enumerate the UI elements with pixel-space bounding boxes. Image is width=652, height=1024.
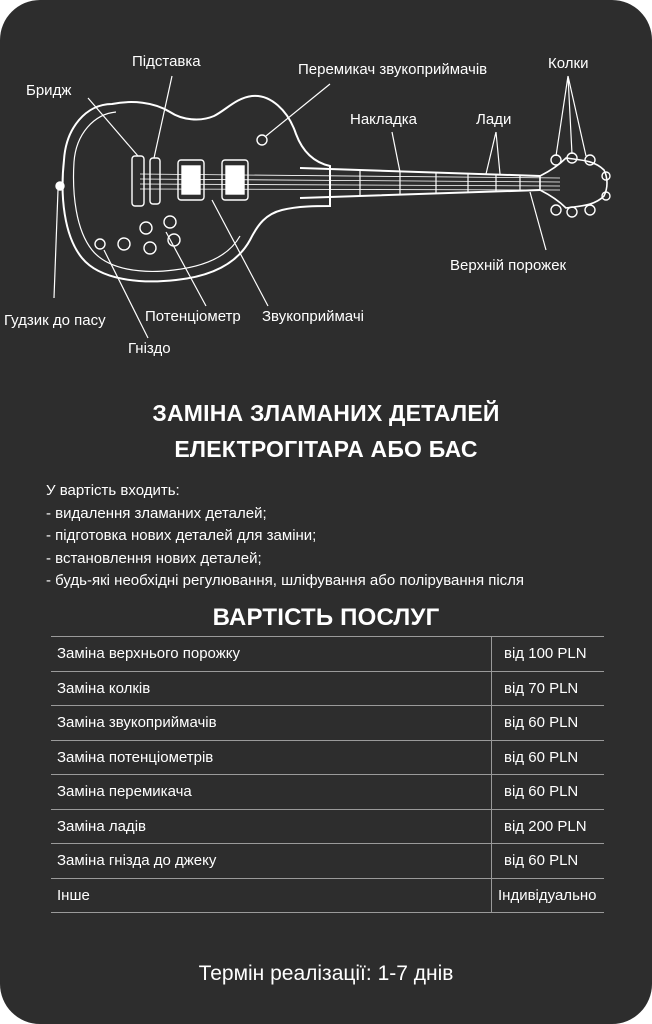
service-price: від 100 PLN — [491, 637, 604, 671]
service-name: Заміна колків — [57, 679, 151, 697]
table-row — [51, 775, 604, 810]
service-name: Заміна потенціометрів — [57, 748, 214, 766]
service-price: від 200 PLN — [491, 810, 604, 844]
service-price: від 60 PLN — [491, 775, 604, 809]
service-price: від 60 PLN — [491, 741, 604, 775]
includes-list — [46, 480, 524, 593]
title-line-2: ЕЛЕКТРОГІТАРА АБО БАС — [174, 436, 478, 462]
includes-item: - встановлення нових деталей; — [46, 549, 262, 567]
service-name: Заміна перемикача — [57, 783, 192, 801]
includes-item: - підготовка нових деталей для заміни; — [46, 527, 317, 544]
table-row — [51, 879, 604, 914]
label-potentiometer: Потенціометр — [145, 308, 241, 325]
includes-item: - видалення зламаних деталей; — [46, 504, 267, 522]
label-strap-button: Гудзик до пасу — [4, 312, 106, 329]
table-row — [51, 844, 604, 879]
label-pickup-switch: Перемикач звукоприймачів — [298, 61, 488, 78]
label-frets: Лади — [476, 111, 512, 128]
guitar-diagram — [0, 0, 652, 370]
service-price: Індивідуально — [491, 879, 604, 913]
completion-term: Термін реалізації: 1-7 днів — [198, 962, 454, 985]
table-row — [51, 741, 604, 776]
includes-intro: У вартість входить: — [46, 482, 180, 499]
title-line-1: ЗАМІНА ЗЛАМАНИХ ДЕТАЛЕЙ — [152, 400, 500, 426]
includes-item: - будь-які необхідні регулювання, шліфування або полірування після — [46, 572, 525, 589]
label-jack: Гніздо — [128, 340, 171, 357]
table-row — [51, 637, 604, 672]
label-stand: Підставка — [132, 53, 201, 70]
service-name: Інше — [57, 886, 90, 904]
table-row — [51, 810, 604, 845]
prices-heading: ВАРТІСТЬ ПОСЛУГ — [212, 604, 440, 631]
service-name: Заміна звукоприймачів — [57, 714, 217, 732]
price-table — [51, 636, 604, 913]
guitar-parts — [56, 135, 610, 254]
service-price: від 60 PLN — [491, 844, 604, 878]
service-price: від 60 PLN — [491, 706, 604, 740]
table-row — [51, 706, 604, 741]
label-fretboard: Накладка — [350, 111, 417, 128]
service-price: від 70 PLN — [491, 672, 604, 706]
service-name: Заміна верхнього порожку — [57, 645, 240, 663]
service-name: Заміна гнізда до джеку — [57, 852, 217, 870]
label-pegs: Колки — [548, 55, 589, 72]
table-row — [51, 672, 604, 707]
service-name: Заміна ладів — [57, 817, 146, 835]
label-nut: Верхній порожек — [450, 257, 567, 274]
label-bridge: Бридж — [26, 82, 72, 99]
label-pickups: Звукоприймачі — [262, 308, 364, 325]
